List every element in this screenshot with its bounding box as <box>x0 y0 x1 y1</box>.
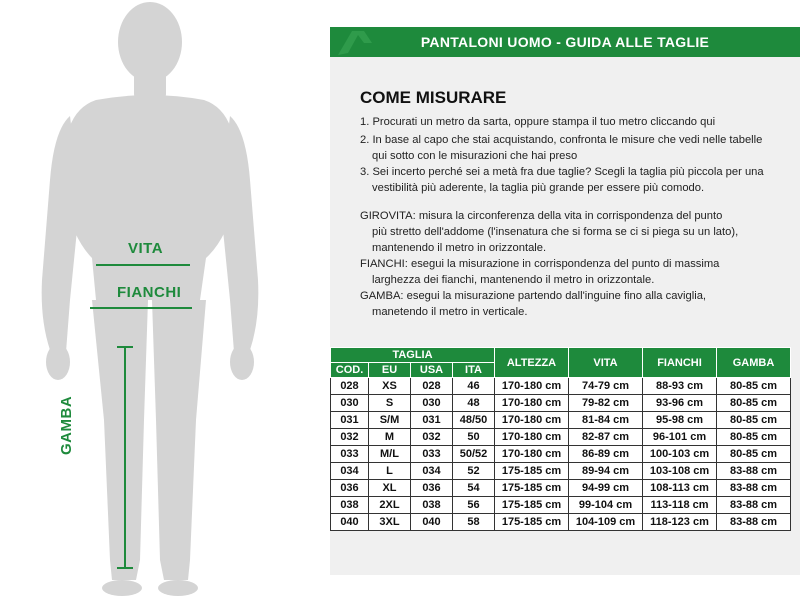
cell-ita: 52 <box>453 463 495 480</box>
step-text: 1. Procurati un metro da sarta, oppure stampa il tuo metro cliccando qui <box>360 116 716 128</box>
cell-cod: 032 <box>331 429 369 446</box>
cell-ita: 56 <box>453 497 495 514</box>
col-header-altezza: ALTEZZA <box>495 348 569 378</box>
cell-gamba: 83-88 cm <box>717 480 791 497</box>
cell-usa: 038 <box>411 497 453 514</box>
table-row <box>331 412 791 429</box>
definition-fianchi <box>360 256 790 288</box>
definition-girovita <box>360 208 790 256</box>
cell-cod: 030 <box>331 395 369 412</box>
cell-fianchi: 118-123 cm <box>643 514 717 531</box>
col-header-cod: COD. <box>331 363 369 378</box>
cell-usa: 034 <box>411 463 453 480</box>
cell-eu: S/M <box>369 412 411 429</box>
table-row <box>331 514 791 531</box>
cell-ita: 50 <box>453 429 495 446</box>
cell-eu: XL <box>369 480 411 497</box>
definition-text: più stretto dell'addome (l'insenatura che si forma se ci si piega su un lato), <box>372 226 739 238</box>
cell-altezza: 175-185 cm <box>495 497 569 514</box>
cell-eu: 2XL <box>369 497 411 514</box>
cell-fianchi: 88-93 cm <box>643 378 717 395</box>
definition-text: larghezza dei fianchi, mantenendo il metro in orizzontale. <box>372 274 655 286</box>
cell-ita: 48/50 <box>453 412 495 429</box>
cell-gamba: 80-85 cm <box>717 446 791 463</box>
cell-vita: 94-99 cm <box>569 480 643 497</box>
cell-cod: 028 <box>331 378 369 395</box>
step-text-continued: qui sotto con le misurazioni che hai preso <box>372 150 578 162</box>
leg-label: GAMBA <box>58 395 75 455</box>
cell-fianchi: 103-108 cm <box>643 463 717 480</box>
cell-cod: 034 <box>331 463 369 480</box>
col-header-ita: ITA <box>453 363 495 378</box>
cell-ita: 58 <box>453 514 495 531</box>
cell-vita: 74-79 cm <box>569 378 643 395</box>
cell-gamba: 80-85 cm <box>717 395 791 412</box>
cell-fianchi: 93-96 cm <box>643 395 717 412</box>
cell-vita: 79-82 cm <box>569 395 643 412</box>
cell-usa: 036 <box>411 480 453 497</box>
cell-vita: 86-89 cm <box>569 446 643 463</box>
cell-vita: 81-84 cm <box>569 412 643 429</box>
taglia-header: TAGLIA <box>331 348 495 363</box>
table-row <box>331 463 791 480</box>
step-text: 3. Sei incerto perché sei a metà fra due taglie? Scegli la taglia più piccola per una <box>360 166 764 178</box>
definition-text: FIANCHI: esegui la misurazione in corrispondenza del punto di massima <box>360 258 720 270</box>
cell-eu: M/L <box>369 446 411 463</box>
cell-gamba: 83-88 cm <box>717 514 791 531</box>
cell-altezza: 175-185 cm <box>495 480 569 497</box>
definition-text: manetendo il metro in verticale. <box>372 306 528 318</box>
cell-vita: 99-104 cm <box>569 497 643 514</box>
cell-gamba: 80-85 cm <box>717 429 791 446</box>
definition-text: mantenendo il metro in orizzontale. <box>372 242 547 254</box>
cell-fianchi: 100-103 cm <box>643 446 717 463</box>
cell-eu: M <box>369 429 411 446</box>
cell-eu: S <box>369 395 411 412</box>
table-row <box>331 480 791 497</box>
cell-altezza: 175-185 cm <box>495 514 569 531</box>
cell-altezza: 175-185 cm <box>495 463 569 480</box>
cell-altezza: 170-180 cm <box>495 395 569 412</box>
step-3 <box>360 164 790 196</box>
cell-usa: 032 <box>411 429 453 446</box>
col-header-fianchi: FIANCHI <box>643 348 717 378</box>
cell-cod: 033 <box>331 446 369 463</box>
step-text-continued: vestibilità più aderente, la taglia più grande per essere più comodo. <box>372 182 705 194</box>
col-header-eu: EU <box>369 363 411 378</box>
waist-label: VITA <box>128 240 164 257</box>
cell-vita: 82-87 cm <box>569 429 643 446</box>
table-row <box>331 378 791 395</box>
cell-fianchi: 108-113 cm <box>643 480 717 497</box>
definition-text: GIROVITA: misura la circonferenza della vita in corrispondenza del punto <box>360 210 723 222</box>
step-1 <box>360 114 790 130</box>
cell-ita: 50/52 <box>453 446 495 463</box>
cell-vita: 104-109 cm <box>569 514 643 531</box>
col-header-vita: VITA <box>569 348 643 378</box>
cell-altezza: 170-180 cm <box>495 378 569 395</box>
definition-text: GAMBA: esegui la misurazione partendo dall'inguine fino alla caviglia, <box>360 290 707 302</box>
cell-altezza: 170-180 cm <box>495 429 569 446</box>
cell-usa: 033 <box>411 446 453 463</box>
header-bar <box>330 27 800 57</box>
cell-altezza: 170-180 cm <box>495 446 569 463</box>
page-title: PANTALONI UOMO - GUIDA ALLE TAGLIE <box>420 34 710 50</box>
table-row <box>331 429 791 446</box>
col-header-usa: USA <box>411 363 453 378</box>
cell-usa: 028 <box>411 378 453 395</box>
cell-gamba: 80-85 cm <box>717 378 791 395</box>
cell-cod: 036 <box>331 480 369 497</box>
table-row <box>331 446 791 463</box>
cell-altezza: 170-180 cm <box>495 412 569 429</box>
cell-gamba: 80-85 cm <box>717 412 791 429</box>
hips-label: FIANCHI <box>117 284 182 301</box>
body-figure <box>0 0 330 600</box>
size-table <box>330 347 791 531</box>
cell-cod: 031 <box>331 412 369 429</box>
cell-cod: 038 <box>331 497 369 514</box>
col-header-gamba: GAMBA <box>717 348 791 378</box>
cell-eu: XS <box>369 378 411 395</box>
cell-eu: L <box>369 463 411 480</box>
table-row <box>331 497 791 514</box>
cell-fianchi: 95-98 cm <box>643 412 717 429</box>
cell-eu: 3XL <box>369 514 411 531</box>
cell-gamba: 83-88 cm <box>717 463 791 480</box>
cell-ita: 46 <box>453 378 495 395</box>
cell-vita: 89-94 cm <box>569 463 643 480</box>
cell-gamba: 83-88 cm <box>717 497 791 514</box>
table-row <box>331 395 791 412</box>
how-to-measure-title: COME MISURARE <box>360 88 507 107</box>
size-table-body <box>331 378 791 531</box>
cell-cod: 040 <box>331 514 369 531</box>
cell-fianchi: 113-118 cm <box>643 497 717 514</box>
cell-usa: 031 <box>411 412 453 429</box>
cell-ita: 48 <box>453 395 495 412</box>
cell-fianchi: 96-101 cm <box>643 429 717 446</box>
cell-ita: 54 <box>453 480 495 497</box>
cell-usa: 030 <box>411 395 453 412</box>
step-text: 2. In base al capo che stai acquistando, confronta le misure che vedi nelle tabelle <box>360 134 763 146</box>
definition-gamba <box>360 288 790 320</box>
step-2 <box>360 132 790 164</box>
cell-usa: 040 <box>411 514 453 531</box>
